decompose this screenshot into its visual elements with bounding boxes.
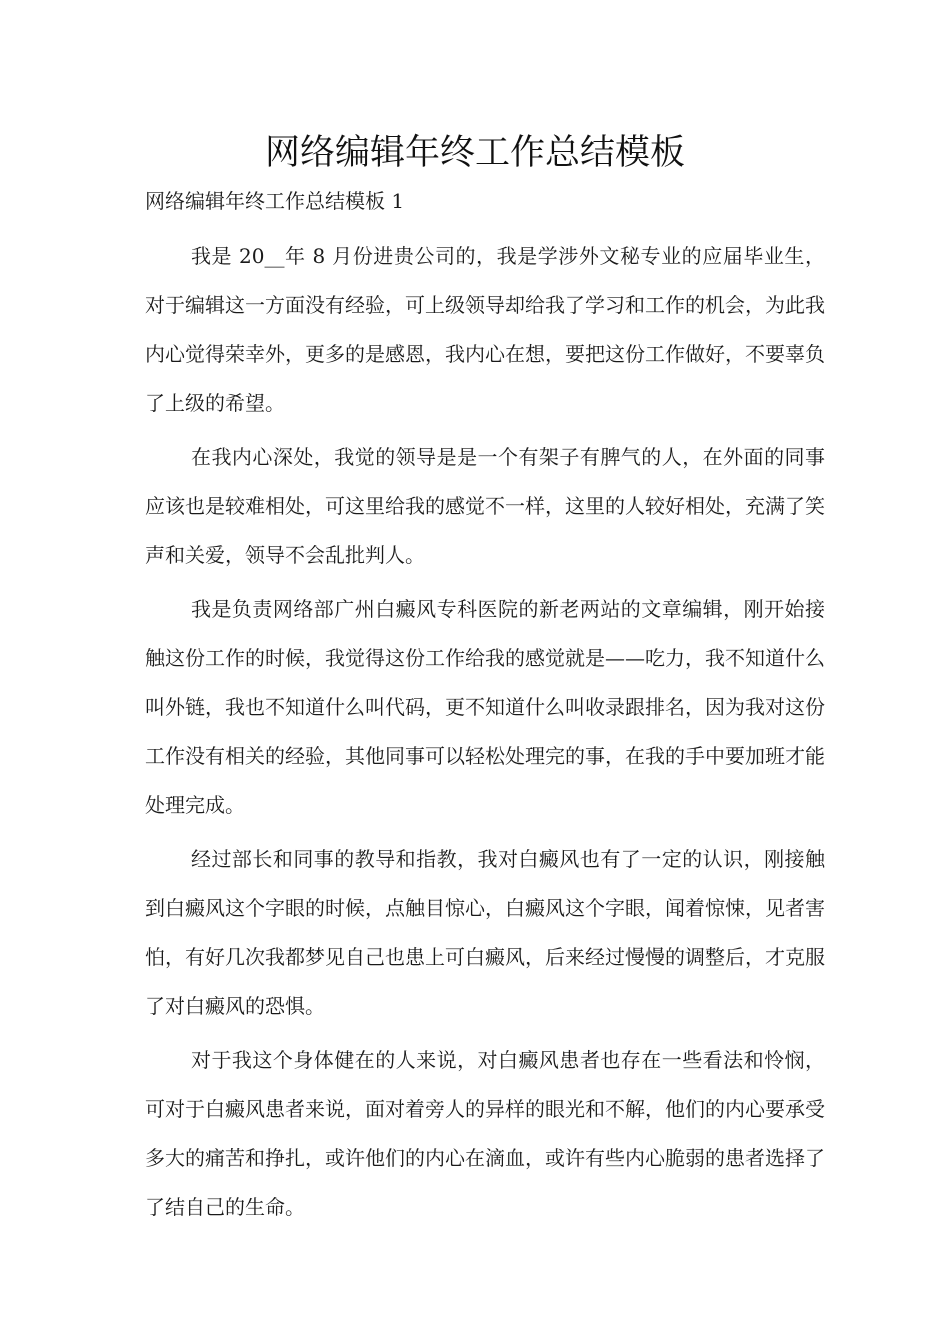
paragraph-4: 经过部长和同事的教导和指教，我对白癜风也有了一定的认识，刚接触到白癜风这个字眼的时候，点触目惊心，白癜风这个字眼，闻着惊悚，见者害怕，有好几次我都梦见自己也患上可白癜风，后来经过慢慢的调整后，才克服了对白癜风的恐惧。 xyxy=(145,847,825,1018)
paragraph-5: 对于我这个身体健在的人来说，对白癜风患者也存在一些看法和怜悯，可对于白癜风患者来说，面对着旁人的异样的眼光和不解，他们的内心要承受多大的痛苦和挣扎，或许他们的内心在滴血，或许有些内心脆弱的患者选择了了结自己的生命。 xyxy=(145,1048,825,1219)
paragraph-1: 我是 20__年 8 月份进贵公司的，我是学涉外文秘专业的应届毕业生，对于编辑这一方面没有经验，可上级领导却给我了学习和工作的机会，为此我内心觉得荣幸外，更多的是感恩，我内心在想，要把这份工作做好，不要辜负了上级的希望。 xyxy=(145,244,825,415)
paragraph-3: 我是负责网络部广州白癜风专科医院的新老两站的文章编辑，刚开始接触这份工作的时候，我觉得这份工作给我的感觉就是——吃力，我不知道什么叫外链，我也不知道什么叫代码，更不知道什么叫收录跟排名，因为我对这份工作没有相关的经验，其他同事可以轻松处理完的事，在我的手中要加班才能处理完成。 xyxy=(145,597,825,817)
document-body xyxy=(145,232,825,1237)
section-heading: 网络编辑年终工作总结模板 1 xyxy=(145,189,405,213)
document-title: 网络编辑年终工作总结模板 xyxy=(264,133,685,173)
paragraph-2: 在我内心深处，我觉的领导是是一个有架子有脾气的人，在外面的同事应该也是较难相处，可这里给我的感觉不一样，这里的人较好相处，充满了笑声和关爱，领导不会乱批判人。 xyxy=(145,445,825,567)
